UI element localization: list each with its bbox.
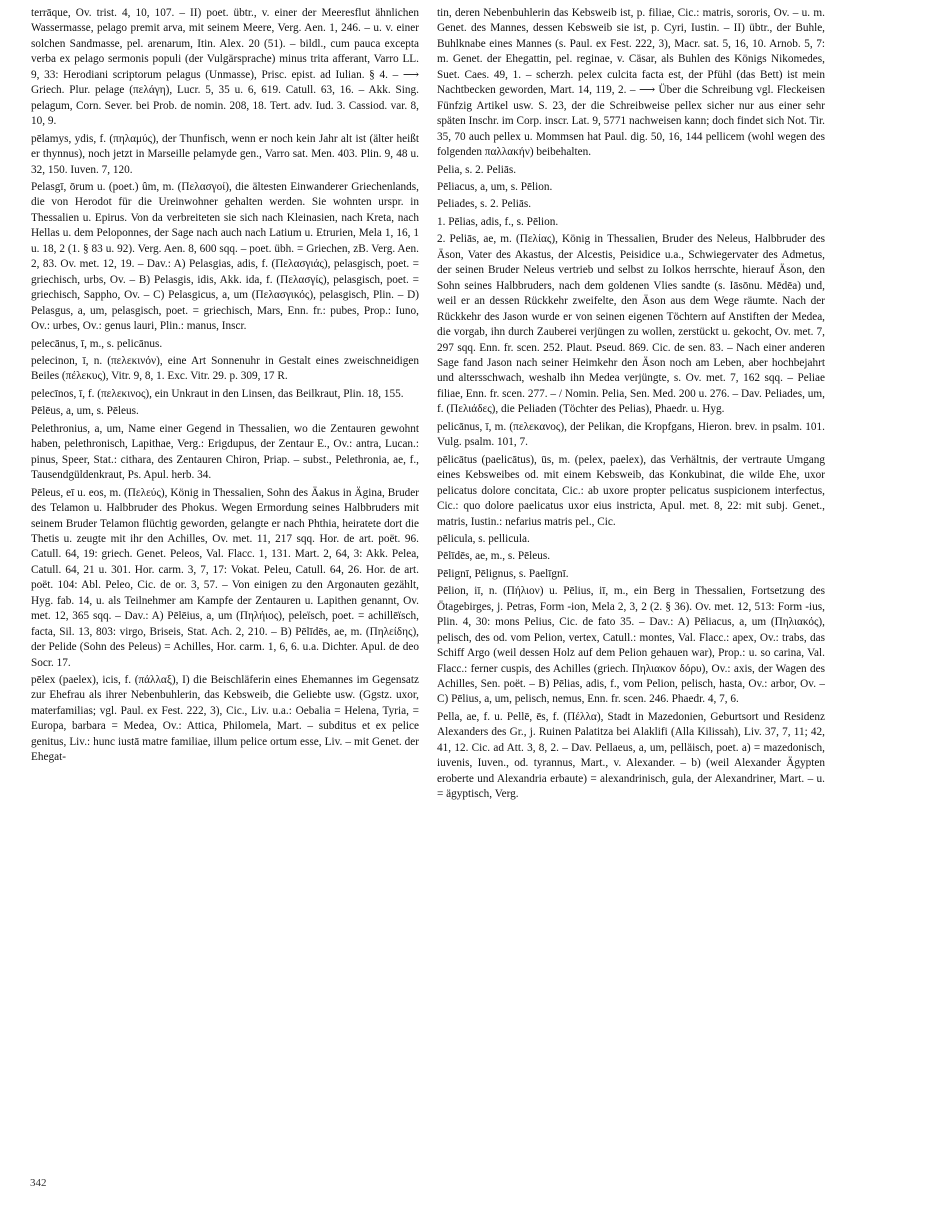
entry-pella: Pella, ae, f. u. Pellē, ēs, f. (Πέλλα), Stadt in Mazedonien, Geburtsort und Residenz Alexanders des Gr., j. Ruinen Palatitza bei Alaklifi (Alla Kilissah), Liv. 37, 7, 11; 42, 41, 12. Cic. ad Att. 3, 8, 2. – Dav. Pellaeus, a, um, pelläisch, poet. a) = mazedonisch, iuvenis, Iuven., od. tyrannus, Mart., v. Alexander. – b) (weil Alexander Ägypten eroberte und Alexandria erbaute) = alexandrinisch, gula, der Alexandriner, Mart. – u. = ägyptisch, Verg. [437,710,825,801]
entry-pelion: Pēlion, iī, n. (Πήλιον) u. Pēlius, iī, m., ein Berg in Thessalien, Fortsetzung des Ötagebirges, j. Petras, Form -ion, Mela 2, 3, 2 (2. § 36). Ov. met. 12, 513: Form -ius, Plin. 4, 30: mons Pelius, Cic. de fato 35. – Dav.: A) Pēliacus, a, um (Πηλιακός), pelisch, des od. vom Pelion, vertex, Catull.: montes, Val. Flacc.: apex, Ov.: trabs, das Schiff Argo (weil dessen Holz auf dem Pelion gehauen war), Prop.: u. so carina, Val. Flacc.: ferner cuspis, des Achilles (griech. Πηλιακον δόρυ), Ov.: axis, der Wagen des Achilles, Sen. poët. – B) Pēlias, adis, f., vom Pelion, pelisch, hasta, Ov.: arbor, Ov. – C) Pēlius, a, um, pelisch, nemus, Enn. fr. scen. 246. Phaedr. 4, 7, 6. [437,585,825,706]
entry-pelasgi: Pelasgī, ōrum u. (poet.) ûm, m. (Πελασγοί), die ältesten Einwanderer Griechenlands, die von Herodot für die Ureinwohner gehalten werden. Sie wohnten urspr. in Thessalien u. Epirus. Von da verbreiteten sie sich nach Kleinasien, nach Kreta, nach Hellas u. dem Peloponnes, der Sage nach auch nach Latium u. Etrurien, Mela 1, 16, 1 u. 18, 2 (1. § 83 u. 92). Verg. Aen. 8, 600 sqq. – poet. übh. = Griechen, zB. Verg. Aen. 2, 83. Ov. met. 12, 19. – Dav.: A) Pelasgias, adis, f. (Πελασγιάς), pelasgisch, poet. = griechisch, urbs, Ov. – B) Pelasgis, idis, Akk. ida, f. (Πελασγίς), pelasgisch, poet. = griechisch, Sappho, Ov. – C) Pelasgicus, a, um (Πελασγικός), pelasgisch, Plin. – D) Pelasgus, a, um, pelasgisch, poet. = griechisch, Mars, Enn. fr.: pubes, Prop.: Iuno, Ov.: urbes, Ov.: genus lauri, Plin.: manus, Inscr. [31,180,419,333]
entry-pelias-1: 1. Pēlias, adis, f., s. Pēlion. [437,215,559,228]
entry-pelamys: pēlamys, ydis, f. (πηλαμύς), der Thunfisch, wenn er noch kein Jahr alt ist (älter heißt er thynnus), noch jetzt in Marseille pelamyde gen., Varro sat. Men. 403. Plin. 9, 48 u. 32, 150. Iuven. 7, 120. [31,132,419,176]
page-number: 342 [30,1177,47,1189]
entry-pelecinon: pelecinon, ī, n. (πελεκινόν), eine Art Sonnenuhr in Gestalt eines zweischneidigen Beiles (πέλεκυς), Vitr. 9, 8, 1. Exc. Vitr. 29. p. 309, 17 R. [31,354,419,383]
entry-peliacus-ref: Pēliacus, a, um, s. Pēlion. [437,180,553,193]
entry-pelecinos: pelecīnos, ī, f. (πελεκινος), ein Unkraut in den Linsen, das Beilkraut, Plin. 18, 155. [31,387,404,400]
entry-pelicatus: pēlicātus (paelicātus), ūs, m. (pelex, paelex), das Verhältnis, der vertraute Umgang eines Kebsweibes od. mit einem Kebsweib, das Konkubinat, die wilde Ehe, uxor pelicatus dolore concitata, Cic.: ab uxore propter pelicatus suspicionem interfectus, Cic.: quo dolore paelicatus uxor eius instricta, Apul. met. 8, 22: mit subj. Genet., matris, Iustin.: nefarius matris pel., Cic. [437,453,825,528]
entry-pelex-continued: tin, deren Nebenbuhlerin das Kebsweib ist, p. filiae, Cic.: matris, sororis, Ov. – u. m. Genet. des Mannes, dessen Kebsweib sie ist, p. Cyri, Iustin. – II) übtr., der Buhle, Buhlknabe eines Mannes (s. Paul. ex Fest. 222, 3), Macr. sat. 5, 16, 10. Arnob. 5, 7: m. Genet. der Ehegattin, pel. reginae, v. Cäsar, als Buhlen des Königs Nikomedes, Suet. Caes. 49, 1. – scherzh. pelex culcita facta est, der Pfühl (das Bett) ist mein Nachtbecken geworden, Mart. 14, 119, 2. – ⟶ Über die Schreibung vgl. Fleckeisen Fünfzig Artikel usw. S. 23, der die Schreibweise pellex sicher nur aus einer sehr späten Inschr. im Corp. inscr. Lat. 9, 5771 nachweisen kann; doch findet sich Not. Tir. 35, 70 auch pellex u. Mommsen hat Paul. dig. 50, 16, 144 pellicem (wohl wegen des folgenden παλλακήν) beibehalten. [437,7,825,159]
entry-peliades-ref: Peliades, s. 2. Peliās. [437,198,532,211]
entry-pelicula: pēlicula, s. pellicula. [437,532,530,545]
entry-pelicanus: pelicānus, ī, m. (πελεκανος), der Pelikan, die Kropfgans, Hieron. brev. in psalm. 101. Vulg. psalm. 101, 7. [437,420,825,449]
entry-peligni: Pēlignī, Pēlignus, s. Paelīgnī. [437,567,569,580]
entry-pelides: Pēlīdēs, ae, m., s. Pēleus. [437,550,551,563]
entry-pelias-2: 2. Peliās, ae, m. (Πελίας), König in Thessalien, Bruder des Neleus, Halbbruder des Äson, Vater des Akastus, der Alcestis, Peisidice u.a., Schwiegervater des Admetus, der seinen Bruder Neleus vertrieb und selbst zu Iolkos herrschte, hierauf Äson, den Sohn seines Halbbruders, nach dem goldenen Vlies sandte (s. Iāsōnu. Mēdēa) und, weil er an dessen Rückkehr zweifelte, den Äson aus dem Wege räumte. Nach der Rückkehr des Jason wurde er von seinen eigenen Töchtern auf Anstiften der Medea, die vorgab, ihn durch Zauberei verjüngen zu wollen, zerstückt u. gekocht, Ov. met. 7, 297 sqq. Enn. fr. scen. 252. Plaut. Pseud. 869. Cic. de sen. 83. – Nach einer anderen Sage fand Jason nach seiner Heimkehr den Äson noch am Leben, aber hochbejahrt und altersschwach, weshalb ihn Medea verjüngte, s. Ov. met. 7, 162 sqq. – Peliae filiae, Enn. fr. scen. 277. – / Nomin. Pelia, Sen. Med. 200 u. 276. – Dav. Peliades, um, f. (Πελιάδες), die Peliaden (Töchter des Pelias), Phaedr. u. Hyg. [437,233,825,416]
entry-pelecanus: pelecānus, ī, m., s. pelicānus. [31,337,163,350]
entry-terraque: terrāque, Ov. trist. 4, 10, 107. – II) poet. übtr., v. einer der Meeresflut ähnlichen Wassermasse, pelago premit arva, mit seinem Meere, Verg. Aen. 1, 246. – u. v. einer solchen Sandmasse, pel. arenarum, Itin. Alex. 20 (51). – bildl., cum pauca excepta verba ex pelago sermonis populi (der Vulgärsprache) minus trita afferant, Varro LL. 9, 33: Herodiani scriptorum pelagus (Unmasse), Prisc. epist. ad Iulian. § 4. – ⟶ Griech. Plur. pelage (πελάγη), Lucr. 5, 35 u. 6, 619. Catull. 63, 16. – Akk. Sing. pelagum, Corn. Sever. bei Prob. de nomin. 208, 18. Tert. adv. Iud. 3. Cassiod. var. 8, 10, 9. [31,7,419,128]
entry-pelex: pēlex (paelex), icis, f. (πάλλαξ), I) die Beischläferin eines Ehemannes im Gegensatz zur Ehefrau als ihrer Nebenbuhlerin, das Kebsweib, die Geliebte usw. (Ggstz. uxor, materfamilias; vgl. Paul. ex Fest. 222, 3), Cic., Liv. u.a.: Oebalia = Helena, Tyria, = Europa, barbara = Medea, Ov.: Attica, Philomela, Mart. – subditus et ex pelice genitus, Liv.: hunc iustā matre familiae, illum pelice ortum esse, Liv. – mit Genet. der Ehegat- [31,674,419,764]
left-column [31,6,419,768]
entry-pelia: Pelia, s. 2. Peliās. [437,163,517,176]
entry-peleus-adj: Pēlēus, a, um, s. Pēleus. [31,405,139,418]
right-column [437,6,825,805]
entry-peleus: Pēleus, eī u. eos, m. (Πελεύς), König in Thessalien, Sohn des Äakus in Ägina, Bruder des Telamon u. Halbbruder des Phokus. Wegen Ermordung seines Halbbruders mit seinem Bruder Telamon flüchtig geworden, gelangte er nach Phthia, heiratete dort die Thetis u. zeugte mit ihr den Achilles, Ov. met. 11, 217 sqq. Hor. de art. poët. 96. Catull. 64, 19: griech. Genet. Peleos, Val. Flacc. 1, 131. Mart. 2, 64, 3: Akk. Pelea, Catull. 64, 21 u. 301. Hor. carm. 3, 7, 17: Vokat. Peleu, Catull. 64, 26. Hor. de art. poët. 104: Abl. Peleo, Cic. de or. 3, 57. – Von einigen zu den Argonauten gezählt, Hyg. fab. 14, u. als Teilnehmer am Kampfe der Zentauren u. Lapithen genannt, Ov. met. 12, 365 sqq. – Dav.: A) Pēlēius, a, um (Πηλήιος), peleïsch, poet. = achillēïsch, facta, Sil. 13, 803: virgo, Briseis, Stat. Ach. 2, 210. – B) Pēlīdēs, ae, m. (Πηλείδης), der Pelide (Sohn des Peleus) = Achilles, Hor. carm. 1, 6, 6. u.a. Dichter. Apul. de deo Socr. 17. [31,486,419,669]
entry-pelethronius: Pelethronius, a, um, Name einer Gegend in Thessalien, wo die Zentauren gewohnt haben, pelethronisch, Lapithae, Verg.: Erigdupus, der Zentaur E., Ov.: antra, Lucan.: pinus, Speer, Stat.: cithara, des Zentauren Chiron, Priap. – subst., Pelethronia, ae, f., Tausendgüldenkraut, Ps. Apul. herb. 34. [31,422,419,482]
